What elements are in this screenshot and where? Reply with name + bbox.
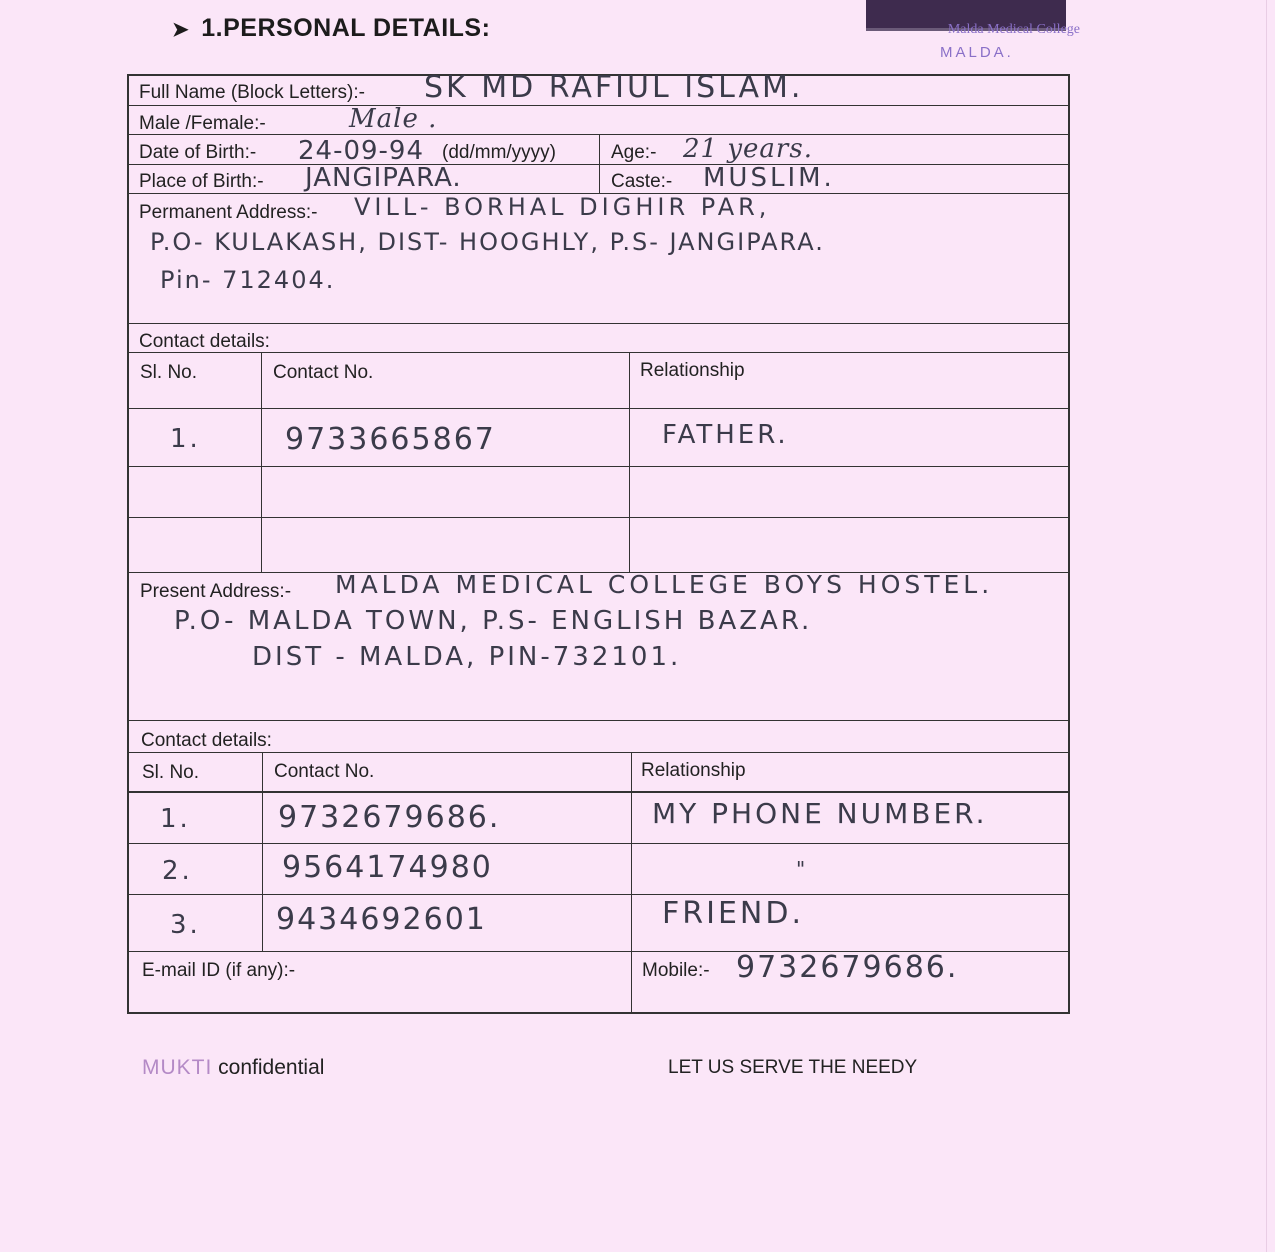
- section-title: 1.PERSONAL DETAILS:: [201, 14, 491, 42]
- dob-value: 24-09-94: [298, 136, 425, 166]
- stamp-text: Malda Medical College: [947, 22, 1080, 37]
- contact2-row3-sl: 3.: [170, 910, 201, 940]
- perm-address-line-2: P.O- KULAKASH, DIST- HOOGHLY, P.S- JANGIPARA.: [150, 228, 825, 256]
- present-address-line-1: MALDA MEDICAL COLLEGE BOYS HOSTEL.: [335, 570, 994, 599]
- caste-value: MUSLIM.: [703, 163, 835, 193]
- col-sl-header-2: Sl. No.: [142, 762, 200, 783]
- perm-address-line-3: Pin- 712404.: [160, 266, 336, 294]
- mobile-value: 9732679686.: [736, 950, 959, 985]
- col-contact-header-2: Contact No.: [274, 761, 375, 782]
- contact1-row1-relation: FATHER.: [662, 420, 789, 450]
- present-address-label: Present Address:-: [140, 581, 292, 602]
- contact2-row1-number: 9732679686.: [278, 800, 501, 835]
- contact2-row2-sl: 2.: [162, 856, 193, 886]
- caste-label: Caste:-: [611, 171, 673, 192]
- contact2-row2-number: 9564174980: [282, 850, 493, 885]
- present-address-line-3: DIST - MALDA, PIN-732101.: [252, 642, 682, 672]
- age-label: Age:-: [611, 142, 657, 163]
- gender-value: Male .: [349, 104, 438, 134]
- col-sl-header-1: Sl. No.: [140, 362, 198, 383]
- present-address-line-2: P.O- MALDA TOWN, P.S- ENGLISH BAZAR.: [174, 606, 813, 636]
- section-heading: [172, 14, 490, 43]
- stamp-city: MALDA.: [940, 44, 1014, 61]
- footer-motto: LET US SERVE THE NEEDY: [668, 1057, 918, 1078]
- perm-address-line-1: VILL- BORHAL DIGHIR PAR,: [354, 193, 771, 221]
- col-relationship-header-2: Relationship: [641, 760, 746, 781]
- perm-address-label: Permanent Address:-: [139, 202, 318, 223]
- contact2-row3-number: 9434692601: [276, 902, 487, 937]
- email-label: E-mail ID (if any):-: [142, 960, 296, 981]
- contact2-row1-relation: MY PHONE NUMBER.: [652, 797, 988, 830]
- age-value: 21 years.: [683, 134, 813, 164]
- dob-label: Date of Birth:-: [139, 142, 257, 163]
- full-name-label: Full Name (Block Letters):-: [139, 82, 365, 103]
- contact1-row1-sl: 1.: [170, 424, 201, 454]
- col-contact-header-1: Contact No.: [273, 362, 374, 383]
- pob-value: JANGIPARA.: [305, 163, 462, 193]
- contact1-row1-number: 9733665867: [285, 422, 496, 457]
- contact2-row3-relation: FRIEND.: [662, 896, 804, 931]
- confidential-text: confidential: [218, 1056, 325, 1079]
- mukti-brand: MUKTI: [142, 1056, 213, 1079]
- mobile-label: Mobile:-: [642, 960, 710, 981]
- contact-details-label-1: Contact details:: [139, 331, 270, 352]
- contact-details-label-2: Contact details:: [141, 730, 272, 751]
- footer-confidential: [142, 1056, 324, 1080]
- col-relationship-header-1: Relationship: [640, 360, 745, 381]
- page-edge: [1266, 0, 1267, 1252]
- pob-label: Place of Birth:-: [139, 171, 264, 192]
- contact2-row1-sl: 1.: [160, 804, 191, 834]
- gender-label: Male /Female:-: [139, 113, 266, 134]
- full-name-value: SK MD RAFIUL ISLAM.: [424, 70, 804, 105]
- dob-format: (dd/mm/yyyy): [442, 142, 556, 163]
- contact2-row2-relation-ditto: ": [796, 857, 809, 881]
- arrow-bullet-icon: ➤: [172, 19, 190, 41]
